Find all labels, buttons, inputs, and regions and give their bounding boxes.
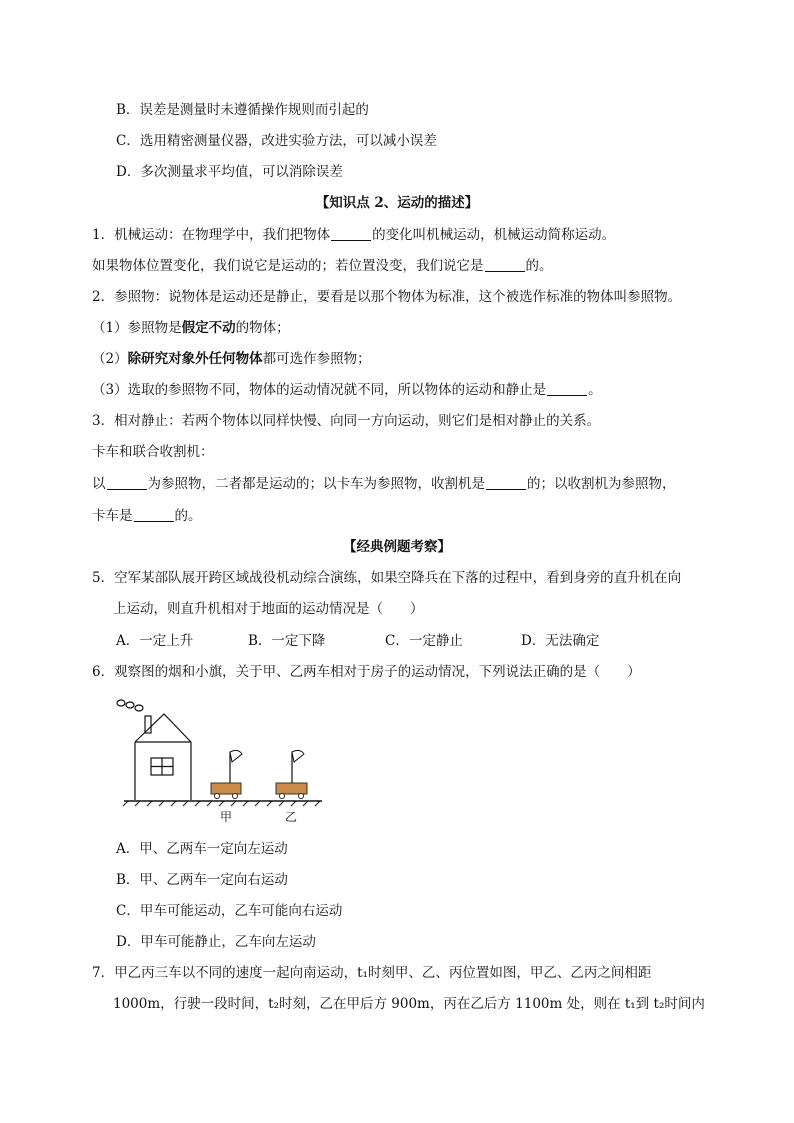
knowledge-2: 2．参照物：说物体是运动还是静止，要看是以那个物体为标准，这个被选作标准的物体叫参照物。 xyxy=(92,289,682,305)
knowledge-3b xyxy=(92,474,676,494)
knowledge-3c xyxy=(92,506,202,526)
k2-2-bold: 除研究对象外任何物体 xyxy=(127,351,263,367)
cart-body xyxy=(276,783,307,794)
k1-prefix: 1．机械运动：在物理学中，我们把物体 xyxy=(92,227,331,243)
k3c-suffix: 的。 xyxy=(174,508,202,524)
k3c-prefix: 卡车是 xyxy=(92,508,133,524)
wheel-icon xyxy=(279,793,284,798)
q5-line1: 5．空军某部队展开跨区域战役机动综合演练，如果空降兵在下落的过程中，看到身旁的直升机在向 xyxy=(92,570,682,586)
q6-line1: 6．观察图的烟和小旗，关于甲、乙两车相对于房子的运动情况，下列说法正确的是（ ） xyxy=(92,664,641,680)
q5-option-c: C．一定静止 xyxy=(385,633,463,649)
q7-line1: 7．甲乙丙三车以不同的速度一起向南运动，t₁时刻甲、乙、丙位置如图，甲乙、乙丙之间相距 xyxy=(92,965,652,981)
window-cross xyxy=(151,758,173,775)
flag-icon xyxy=(292,750,304,762)
knowledge-1 xyxy=(92,225,615,245)
wheel-icon xyxy=(214,793,219,798)
cart-body xyxy=(211,783,241,794)
q5-option-a: A．一定上升 xyxy=(116,633,194,649)
fill-blank xyxy=(486,475,526,490)
k3b-p3: 的；以收割机为参照物， xyxy=(527,476,676,492)
fill-blank xyxy=(485,257,525,272)
k1b-suffix: 的。 xyxy=(525,258,553,274)
q7-line2: 1000m，行驶一段时间，t₂时刻，乙在甲后方 900m，丙在乙后方 1100m 处，则在 t₁到 t₂时间内 xyxy=(113,996,705,1012)
fill-blank xyxy=(331,226,371,241)
q5-line2: 上运动，则直升机相对于地面的运动情况是（ ） xyxy=(113,601,424,617)
k2-1-suffix: 的物体； xyxy=(235,320,290,336)
q6-option-a: A．甲、乙两车一定向左运动 xyxy=(116,841,288,857)
smoke-puff xyxy=(126,702,134,708)
knowledge-2-1 xyxy=(92,318,290,338)
house-roof xyxy=(135,714,191,742)
k2-2-suffix: 都可选作参照物； xyxy=(262,351,371,367)
q5-option-b: B．一定下降 xyxy=(248,633,326,649)
k2-1-prefix: （1）参照物是 xyxy=(92,320,182,336)
fill-blank xyxy=(547,381,587,396)
k2-1-bold: 假定不动 xyxy=(181,320,236,336)
knowledge-3: 3．相对静止：若两个物体以同样快慢、向同一方向运动，则它们是相对静止的关系。 xyxy=(92,413,601,429)
k1b-prefix: 如果物体位置变化，我们说它是运动的；若位置没变，我们说它是 xyxy=(92,258,484,274)
cart-yi xyxy=(276,750,307,798)
option-c: C．选用精密测量仪器，改进实验方法，可以减小误差 xyxy=(116,133,437,149)
knowledge-1b xyxy=(92,256,553,276)
smoke-puff xyxy=(117,700,125,706)
q6-option-c: C．甲车可能运动，乙车可能向右运动 xyxy=(116,903,343,919)
q6-figure xyxy=(110,692,330,827)
option-d: D．多次测量求平均值，可以消除误差 xyxy=(116,164,343,180)
wheel-icon xyxy=(232,793,237,798)
k2-2-prefix: （2） xyxy=(92,351,128,367)
wheel-icon xyxy=(298,793,303,798)
option-b: B．误差是测量时未遵循操作规则而引起的 xyxy=(116,102,369,118)
k3b-p2: 为参照物，二者都是运动的；以卡车为参照物，收割机是 xyxy=(147,476,485,492)
flag-icon xyxy=(230,750,242,762)
cart-jia xyxy=(211,750,242,798)
label-yi: 乙 xyxy=(284,810,298,824)
q5-option-d: D．无法确定 xyxy=(521,633,600,649)
k2-3-suffix: 。 xyxy=(588,382,602,398)
house-walls xyxy=(135,742,191,800)
knowledge-2-2 xyxy=(92,349,371,369)
smoke-puff xyxy=(135,705,143,711)
q6-option-d: D．甲车可能静止，乙车向左运动 xyxy=(116,934,316,950)
k2-3-prefix: （3）选取的参照物不同，物体的运动情况就不同，所以物体的运动和静止是 xyxy=(92,382,547,398)
section-title-knowledge: 【知识点 2、运动的描述】 xyxy=(315,195,479,211)
q6-option-b: B．甲、乙两车一定向右运动 xyxy=(116,872,288,888)
fill-blank xyxy=(134,507,174,522)
k1-suffix: 的变化叫机械运动，机械运动简称运动。 xyxy=(372,227,616,243)
label-jia: 甲 xyxy=(219,810,233,824)
knowledge-3a: 卡车和联合收割机： xyxy=(92,444,214,460)
k3b-p1: 以 xyxy=(92,476,106,492)
chimney xyxy=(145,716,151,733)
knowledge-2-3 xyxy=(92,380,602,400)
section-title-examples: 【经典例题考察】 xyxy=(343,539,451,555)
fill-blank xyxy=(107,475,147,490)
